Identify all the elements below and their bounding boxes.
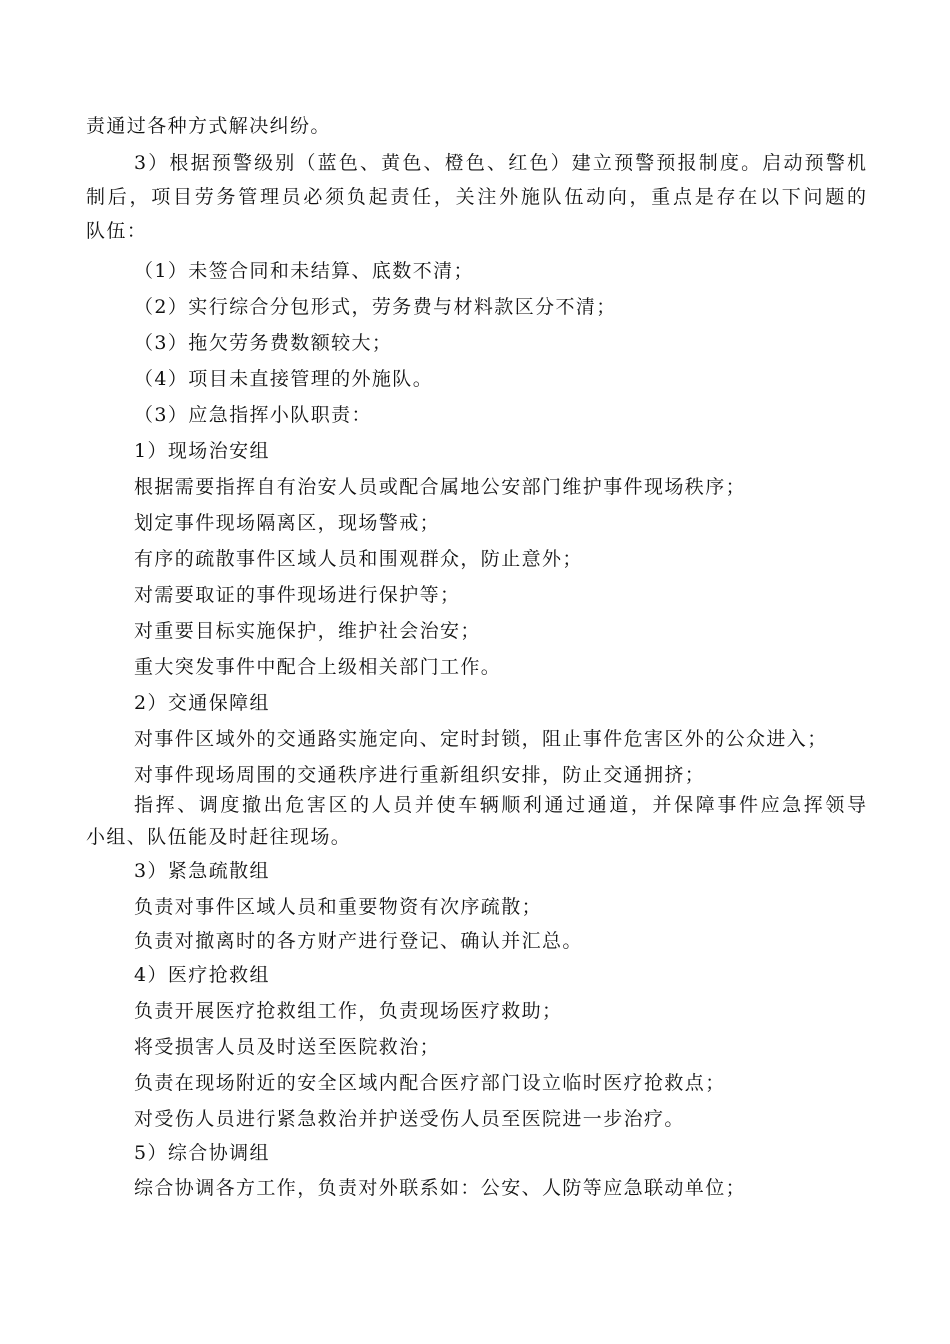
paragraph-line: 对受伤人员进行紧急救治并护送受伤人员至医院进一步治疗。 [134,1108,685,1130]
paragraph-line: 负责对撤离时的各方财产进行登记、确认并汇总。 [134,930,583,952]
paragraph-line: 有序的疏散事件区域人员和围观群众，防止意外； [134,548,583,570]
paragraph-line: 对事件区域外的交通路实施定向、定时封锁，阻止事件危害区外的公众进入； [134,728,828,750]
paragraph-line: 队伍： [86,220,148,242]
paragraph-line: 责通过各种方式解决纠纷。 [86,115,331,137]
list-item: （4）项目未直接管理的外施队。 [134,368,434,390]
paragraph-line: 制后，项目劳务管理员必须负起责任，关注外施队伍动向，重点是存在以下问题的 [86,186,866,208]
paragraph-line: 将受损害人员及时送至医院救治； [134,1036,441,1058]
subsection-heading: 2）交通保障组 [134,692,270,714]
section-heading: （3）应急指挥小队职责： [134,404,372,426]
list-item: （3）拖欠劳务费数额较大； [134,332,393,354]
paragraph-line: 重大突发事件中配合上级相关部门工作。 [134,656,502,678]
paragraph-line: 指挥、调度撤出危害区的人员并使车辆顺利通过通道，并保障事件应急挥领导 [134,794,866,816]
paragraph-line: 对需要取证的事件现场进行保护等； [134,584,461,606]
paragraph-line: 对事件现场周围的交通秩序进行重新组织安排，防止交通拥挤； [134,764,706,786]
subsection-heading: 5）综合协调组 [134,1142,270,1164]
subsection-heading: 3）紧急疏散组 [134,860,270,882]
paragraph-line: 负责开展医疗抢救组工作，负责现场医疗救助； [134,1000,563,1022]
paragraph-line: 综合协调各方工作，负责对外联系如：公安、人防等应急联动单位； [134,1177,747,1199]
paragraph-line: 划定事件现场隔离区，现场警戒； [134,512,441,534]
paragraph-line: 根据需要指挥自有治安人员或配合属地公安部门维护事件现场秩序； [134,476,747,498]
paragraph-line: 3）根据预警级别（蓝色、黄色、橙色、红色）建立预警预报制度。启动预警机 [134,152,866,174]
subsection-heading: 1）现场治安组 [134,440,270,462]
paragraph-line: 小组、队伍能及时赶往现场。 [86,826,352,848]
list-item: （1）未签合同和未结算、底数不清； [134,260,474,282]
subsection-heading: 4）医疗抢救组 [134,964,270,986]
paragraph-line: 负责在现场附近的安全区域内配合医疗部门设立临时医疗抢救点； [134,1072,726,1094]
list-item: （2）实行综合分包形式，劳务费与材料款区分不清； [134,296,617,318]
paragraph-line: 对重要目标实施保护，维护社会治安； [134,620,481,642]
paragraph-line: 负责对事件区域人员和重要物资有次序疏散； [134,896,543,918]
